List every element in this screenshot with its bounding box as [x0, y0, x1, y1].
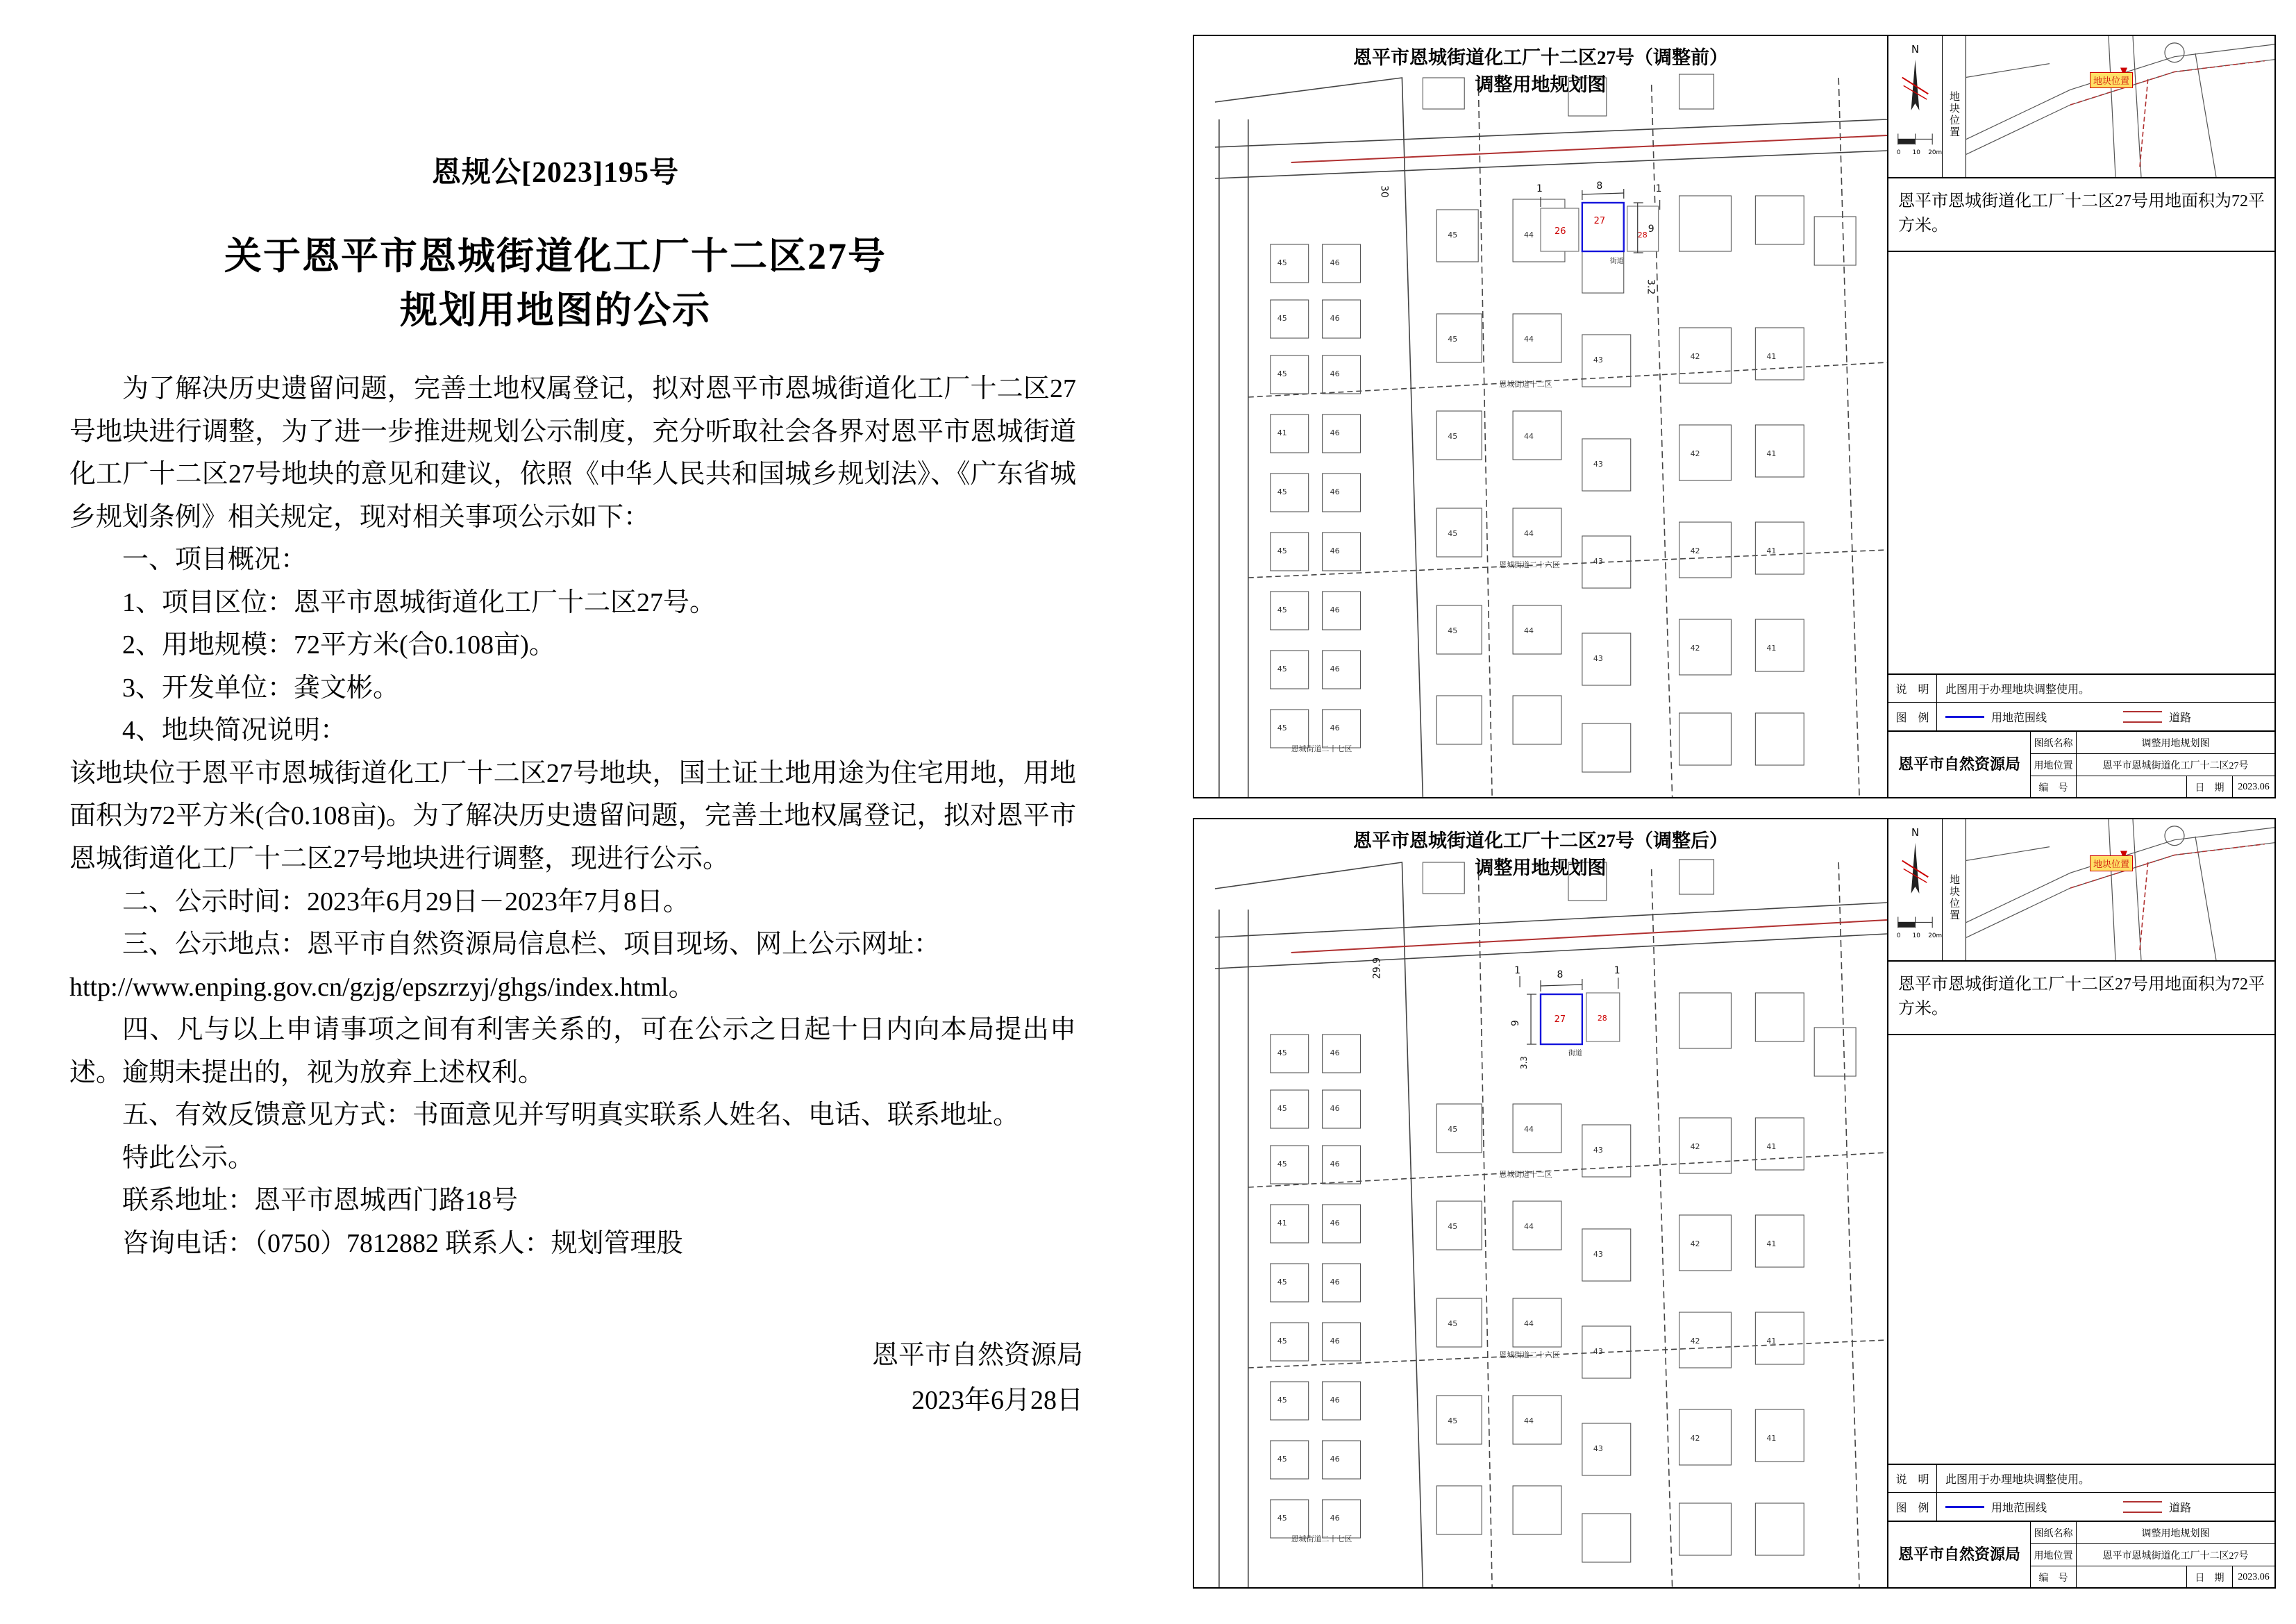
svg-text:45: 45 — [1277, 1277, 1287, 1287]
svg-text:3.3: 3.3 — [1519, 1055, 1530, 1069]
legend-block-before — [1888, 673, 2274, 730]
svg-text:45: 45 — [1277, 369, 1287, 379]
svg-text:街道: 街道 — [1568, 1049, 1582, 1058]
svg-text:41: 41 — [1766, 1433, 1777, 1443]
svg-text:45: 45 — [1448, 626, 1458, 636]
location-map-after[interactable] — [1966, 819, 2274, 960]
title-block-row — [2031, 754, 2274, 776]
contact-address: 联系地址：恩平市恩城西门路18号 — [122, 1186, 519, 1216]
svg-text:42: 42 — [1690, 449, 1700, 459]
svg-text:街道: 街道 — [1609, 257, 1624, 266]
svg-text:42: 42 — [1690, 1141, 1700, 1152]
svg-text:1: 1 — [1514, 964, 1520, 977]
svg-text:46: 46 — [1330, 1454, 1340, 1464]
legend-items-row-before — [1888, 703, 2274, 730]
svg-text:0: 0 — [1896, 149, 1901, 157]
svg-text:41: 41 — [1766, 643, 1777, 653]
svg-text:恩城街道二十六区: 恩城街道二十六区 — [1499, 1350, 1560, 1360]
svg-text:42: 42 — [1690, 1433, 1700, 1443]
page-title — [0, 229, 1111, 338]
svg-text:45: 45 — [1277, 664, 1287, 674]
svg-text:44: 44 — [1524, 230, 1534, 240]
svg-text:42: 42 — [1690, 643, 1700, 653]
svg-text:27: 27 — [1593, 215, 1606, 227]
legend-key: 图 例 — [1888, 1493, 1937, 1521]
location-map-svg — [1966, 36, 2274, 177]
paragraph-item-2: 2、用地规模：72平方米(合0.108亩)。 — [122, 630, 555, 660]
legend-block-after — [1888, 1464, 2274, 1521]
svg-text:45: 45 — [1448, 431, 1458, 442]
svg-text:28: 28 — [1597, 1013, 1607, 1023]
svg-text:29.9: 29.9 — [1371, 957, 1383, 979]
svg-text:45: 45 — [1277, 723, 1287, 733]
svg-text:46: 46 — [1330, 605, 1340, 615]
svg-text:41: 41 — [1766, 1239, 1777, 1249]
site-location-key: 用地位置 — [2031, 754, 2077, 776]
map-title-before — [1194, 44, 1887, 99]
svg-text:1: 1 — [1614, 964, 1620, 977]
svg-text:46: 46 — [1330, 1395, 1340, 1405]
drawing-number-value — [2077, 776, 2187, 798]
title-block-after — [1888, 1521, 2274, 1587]
svg-text:46: 46 — [1330, 1218, 1340, 1228]
map-title-after — [1194, 828, 1887, 882]
location-vertical-label-after: 地块位置 — [1943, 819, 1966, 960]
svg-text:42: 42 — [1690, 1239, 1700, 1249]
paragraph-intro: 为了解决历史遗留问题，完善土地权属登记，拟对恩平市恩城街道化工厂十二区27号地块进行调整，为了进一步推进规划公示制度，充分听取社会各界对恩平市恩城街道化工厂十二区27号地块的意见和建议，依照《中华人民共和国城乡规划法》、《广东省城乡规划条例》相关规定，现对相关事项公示如下： — [69, 374, 1076, 532]
svg-text:43: 43 — [1593, 556, 1603, 567]
legend-item-boundary: 用地范围线 — [1991, 712, 2047, 724]
svg-text:27: 27 — [1554, 1014, 1566, 1026]
svg-text:45: 45 — [1448, 528, 1458, 539]
svg-text:46: 46 — [1330, 1277, 1340, 1287]
svg-text:43: 43 — [1593, 1346, 1603, 1357]
legend-note-value: 此图用于办理地块调整使用。 — [1945, 684, 2090, 696]
svg-text:恩城街道十二区: 恩城街道十二区 — [1499, 1169, 1552, 1180]
drawing-name-key: 图纸名称 — [2031, 1522, 2077, 1543]
svg-text:46: 46 — [1330, 258, 1340, 268]
svg-text:9: 9 — [1648, 223, 1654, 235]
svg-text:43: 43 — [1593, 1249, 1603, 1259]
svg-text:45: 45 — [1448, 230, 1458, 240]
svg-text:45: 45 — [1277, 1336, 1287, 1346]
svg-text:43: 43 — [1593, 355, 1603, 365]
legend-note-key: 说 明 — [1888, 1465, 1937, 1492]
svg-text:45: 45 — [1448, 1416, 1458, 1426]
svg-text:45: 45 — [1277, 1103, 1287, 1114]
svg-text:46: 46 — [1330, 1336, 1340, 1346]
area-note-after: 恩平市恩城街道化工厂十二区27号用地面积为72平方米。 — [1888, 962, 2274, 1035]
svg-text:恩城街道二十六区: 恩城街道二十六区 — [1499, 560, 1560, 570]
svg-text:45: 45 — [1277, 1048, 1287, 1058]
svg-text:41: 41 — [1766, 351, 1777, 362]
road-swatch — [2123, 1501, 2162, 1513]
svg-text:44: 44 — [1524, 528, 1534, 539]
map-title-line-2: 调整用地规划图 — [1475, 857, 1607, 879]
title-block-org-before: 恩平市自然资源局 — [1888, 732, 2031, 797]
svg-text:恩城街道二十七区: 恩城街道二十七区 — [1291, 1534, 1352, 1544]
svg-text:44: 44 — [1524, 1416, 1534, 1426]
paragraph-section-5: 五、有效反馈意见方式：书面意见并写明真实联系人姓名、电话、联系地址。 — [122, 1100, 1020, 1130]
signature-block — [0, 1333, 1083, 1423]
svg-text:1: 1 — [1655, 183, 1662, 195]
svg-text:0: 0 — [1896, 932, 1901, 940]
svg-text:20m: 20m — [1928, 932, 1942, 940]
map-title-line-1: 恩平市恩城街道化工厂十二区27号（调整前） — [1353, 47, 1728, 68]
title-line-2: 规划用地图的公示 — [400, 290, 711, 332]
location-map-before[interactable] — [1966, 36, 2274, 177]
compass-row-after — [1888, 819, 2274, 962]
paragraph-item-1: 1、项目区位：恩平市恩城街道化工厂十二区27号。 — [122, 587, 717, 617]
location-vertical-label-before: 地块位置 — [1943, 36, 1966, 177]
svg-text:43: 43 — [1593, 1443, 1603, 1454]
svg-text:46: 46 — [1330, 1103, 1340, 1114]
site-location-value: 恩平市恩城街道化工厂十二区27号 — [2102, 760, 2249, 771]
svg-text:46: 46 — [1330, 1159, 1340, 1169]
title-block-before — [1888, 730, 2274, 797]
date-key: 日 期 — [2187, 1566, 2233, 1589]
svg-text:46: 46 — [1330, 428, 1340, 438]
location-badge-before: 地块位置 — [2090, 72, 2133, 88]
paragraph-item-4: 4、地块简况说明： — [122, 716, 347, 746]
panel-side-column-before — [1888, 36, 2274, 797]
svg-text:41: 41 — [1277, 428, 1287, 438]
parcel-boundary-swatch — [1945, 716, 1984, 718]
legend-item-road: 道路 — [2169, 1502, 2192, 1514]
map-area-before[interactable] — [1194, 36, 1888, 797]
legend-note-row-after — [1888, 1465, 2274, 1493]
document-number: 恩规公[2023]195号 — [432, 157, 679, 189]
paragraph-section-2: 二、公示时间：2023年6月29日－2023年7月8日。 — [122, 887, 690, 916]
svg-text:41: 41 — [1766, 449, 1777, 459]
legend-items-row-after — [1888, 1493, 2274, 1521]
legend-note-value: 此图用于办理地块调整使用。 — [1945, 1474, 2090, 1486]
svg-text:45: 45 — [1277, 487, 1287, 497]
svg-text:30: 30 — [1378, 185, 1390, 198]
svg-text:45: 45 — [1277, 1395, 1287, 1405]
drawing-name-value: 调整用地规划图 — [2141, 1528, 2210, 1539]
area-note-before: 恩平市恩城街道化工厂十二区27号用地面积为72平方米。 — [1888, 178, 2274, 252]
title-block-row — [2031, 1544, 2274, 1566]
paragraph-section-3: 三、公示地点：恩平市自然资源局信息栏、项目现场、网上公示网址： — [122, 930, 941, 960]
svg-text:26: 26 — [1554, 226, 1566, 237]
title-block-org-after: 恩平市自然资源局 — [1888, 1522, 2031, 1587]
svg-text:42: 42 — [1690, 1336, 1700, 1346]
panel-side-column-after — [1888, 819, 2274, 1587]
legend-key: 图 例 — [1888, 703, 1937, 730]
compass-icon — [1888, 36, 1942, 177]
plan-panel-before — [1193, 35, 2276, 798]
svg-text:44: 44 — [1524, 1319, 1534, 1329]
site-location-value: 恩平市恩城街道化工厂十二区27号 — [2102, 1550, 2249, 1562]
parcel-boundary-swatch — [1945, 1506, 1984, 1508]
svg-text:8: 8 — [1557, 969, 1564, 981]
svg-text:46: 46 — [1330, 313, 1340, 324]
drawing-name-key: 图纸名称 — [2031, 732, 2077, 753]
svg-text:44: 44 — [1524, 334, 1534, 344]
signature-date: 2023年6月28日 — [911, 1385, 1083, 1415]
drawing-number-key: 编 号 — [2031, 1566, 2077, 1589]
svg-text:44: 44 — [1524, 431, 1534, 442]
contact-phone: 咨询电话：（0750）7812882 联系人：规划管理股 — [122, 1228, 683, 1258]
svg-text:46: 46 — [1330, 664, 1340, 674]
svg-text:45: 45 — [1277, 258, 1287, 268]
svg-text:3.2: 3.2 — [1645, 279, 1657, 295]
svg-text:46: 46 — [1330, 1513, 1340, 1523]
svg-text:恩城街道十二区: 恩城街道十二区 — [1499, 379, 1552, 390]
svg-text:43: 43 — [1593, 459, 1603, 469]
svg-text:45: 45 — [1277, 546, 1287, 556]
title-block-row — [2031, 1566, 2274, 1589]
legend-items — [1937, 1499, 2274, 1515]
map-title-line-2: 调整用地规划图 — [1475, 74, 1607, 96]
svg-text:41: 41 — [1766, 1336, 1777, 1346]
paragraph-closing: 特此公示。 — [122, 1143, 255, 1173]
svg-text:41: 41 — [1766, 1141, 1777, 1152]
compass-row-before — [1888, 36, 2274, 178]
compass-letter-n: N — [1911, 44, 1920, 56]
svg-text:41: 41 — [1766, 546, 1777, 556]
legend-item-road: 道路 — [2169, 712, 2192, 724]
svg-text:45: 45 — [1277, 605, 1287, 615]
svg-text:46: 46 — [1330, 546, 1340, 556]
legend-item-boundary: 用地范围线 — [1991, 1502, 2047, 1514]
svg-text:46: 46 — [1330, 723, 1340, 733]
cadastral-map-after — [1194, 819, 1887, 1587]
legend-note-key: 说 明 — [1888, 675, 1937, 702]
svg-text:1: 1 — [1536, 183, 1543, 195]
svg-text:45: 45 — [1277, 1513, 1287, 1523]
paragraph-section-4: 四、凡与以上申请事项之间有利害关系的，可在公示之日起十日内向本局提出申述。逾期未提出的，视为放弃上述权利。 — [69, 1015, 1076, 1087]
location-badge-after: 地块位置 — [2090, 855, 2133, 871]
notice-body — [69, 368, 1076, 1265]
drawing-name-value: 调整用地规划图 — [2141, 738, 2210, 749]
title-block-row — [2031, 1522, 2274, 1544]
cadastral-map-before — [1194, 36, 1887, 797]
svg-text:42: 42 — [1690, 546, 1700, 556]
svg-text:42: 42 — [1690, 351, 1700, 362]
svg-text:43: 43 — [1593, 1145, 1603, 1155]
compass-icon — [1888, 819, 1942, 960]
svg-text:45: 45 — [1448, 1221, 1458, 1232]
svg-text:43: 43 — [1593, 653, 1603, 664]
legend-note-row-before — [1888, 675, 2274, 703]
signature-organization: 恩平市自然资源局 — [871, 1341, 1083, 1370]
svg-text:恩城街道二十七区: 恩城街道二十七区 — [1291, 744, 1352, 754]
drawing-number-key: 编 号 — [2031, 776, 2077, 798]
drawing-number-value — [2077, 1566, 2187, 1589]
svg-text:45: 45 — [1277, 1159, 1287, 1169]
title-block-rows-before — [2031, 732, 2274, 797]
svg-text:9: 9 — [1510, 1020, 1522, 1026]
compass-cell-after — [1888, 819, 1943, 960]
svg-text:45: 45 — [1448, 1124, 1458, 1135]
map-area-after[interactable] — [1194, 819, 1888, 1587]
legend-items — [1937, 709, 2274, 725]
location-map-svg — [1966, 819, 2274, 960]
svg-text:10: 10 — [1912, 149, 1920, 157]
svg-text:44: 44 — [1524, 1221, 1534, 1232]
svg-text:41: 41 — [1277, 1218, 1287, 1228]
svg-text:8: 8 — [1596, 180, 1603, 192]
paragraph-parcel-description: 该地块位于恩平市恩城街道化工厂十二区27号地块，国土证土地用途为住宅用地，用地面积为72平方米(合0.108亩)。为了解决历史遗留问题，完善土地权属登记，拟对恩平市恩城街道化工厂十二区27号地块进行调整，现进行公示。 — [69, 758, 1076, 874]
title-block-rows-after — [2031, 1522, 2274, 1587]
svg-text:45: 45 — [1277, 313, 1287, 324]
svg-text:44: 44 — [1524, 626, 1534, 636]
map-title-line-1: 恩平市恩城街道化工厂十二区27号（调整后） — [1353, 830, 1728, 851]
site-location-key: 用地位置 — [2031, 1544, 2077, 1566]
date-key: 日 期 — [2187, 776, 2233, 798]
title-line-1: 关于恩平市恩城街道化工厂十二区27号 — [224, 235, 887, 277]
plan-panel-after — [1193, 818, 2276, 1589]
svg-text:44: 44 — [1524, 1124, 1534, 1135]
svg-text:10: 10 — [1912, 932, 1920, 940]
svg-text:20m: 20m — [1928, 149, 1942, 157]
svg-text:45: 45 — [1448, 334, 1458, 344]
title-block-row — [2031, 776, 2274, 798]
svg-text:45: 45 — [1448, 1319, 1458, 1329]
title-block-row — [2031, 732, 2274, 754]
svg-text:45: 45 — [1277, 1454, 1287, 1464]
date-value: 2023.06 — [2238, 782, 2270, 792]
compass-cell-before — [1888, 36, 1943, 177]
svg-text:46: 46 — [1330, 1048, 1340, 1058]
paragraph-section-1: 一、项目概况： — [122, 545, 308, 575]
svg-text:46: 46 — [1330, 487, 1340, 497]
road-swatch — [2123, 711, 2162, 723]
paragraph-item-3: 3、开发单位：龚文彬。 — [122, 673, 400, 703]
svg-text:28: 28 — [1637, 230, 1648, 240]
compass-letter-n: N — [1911, 827, 1920, 839]
svg-text:46: 46 — [1330, 369, 1340, 379]
date-value: 2023.06 — [2238, 1572, 2270, 1582]
notice-url[interactable]: http://www.enping.gov.cn/gzjg/epszrzyj/ghgs/index.html。 — [69, 972, 695, 1002]
